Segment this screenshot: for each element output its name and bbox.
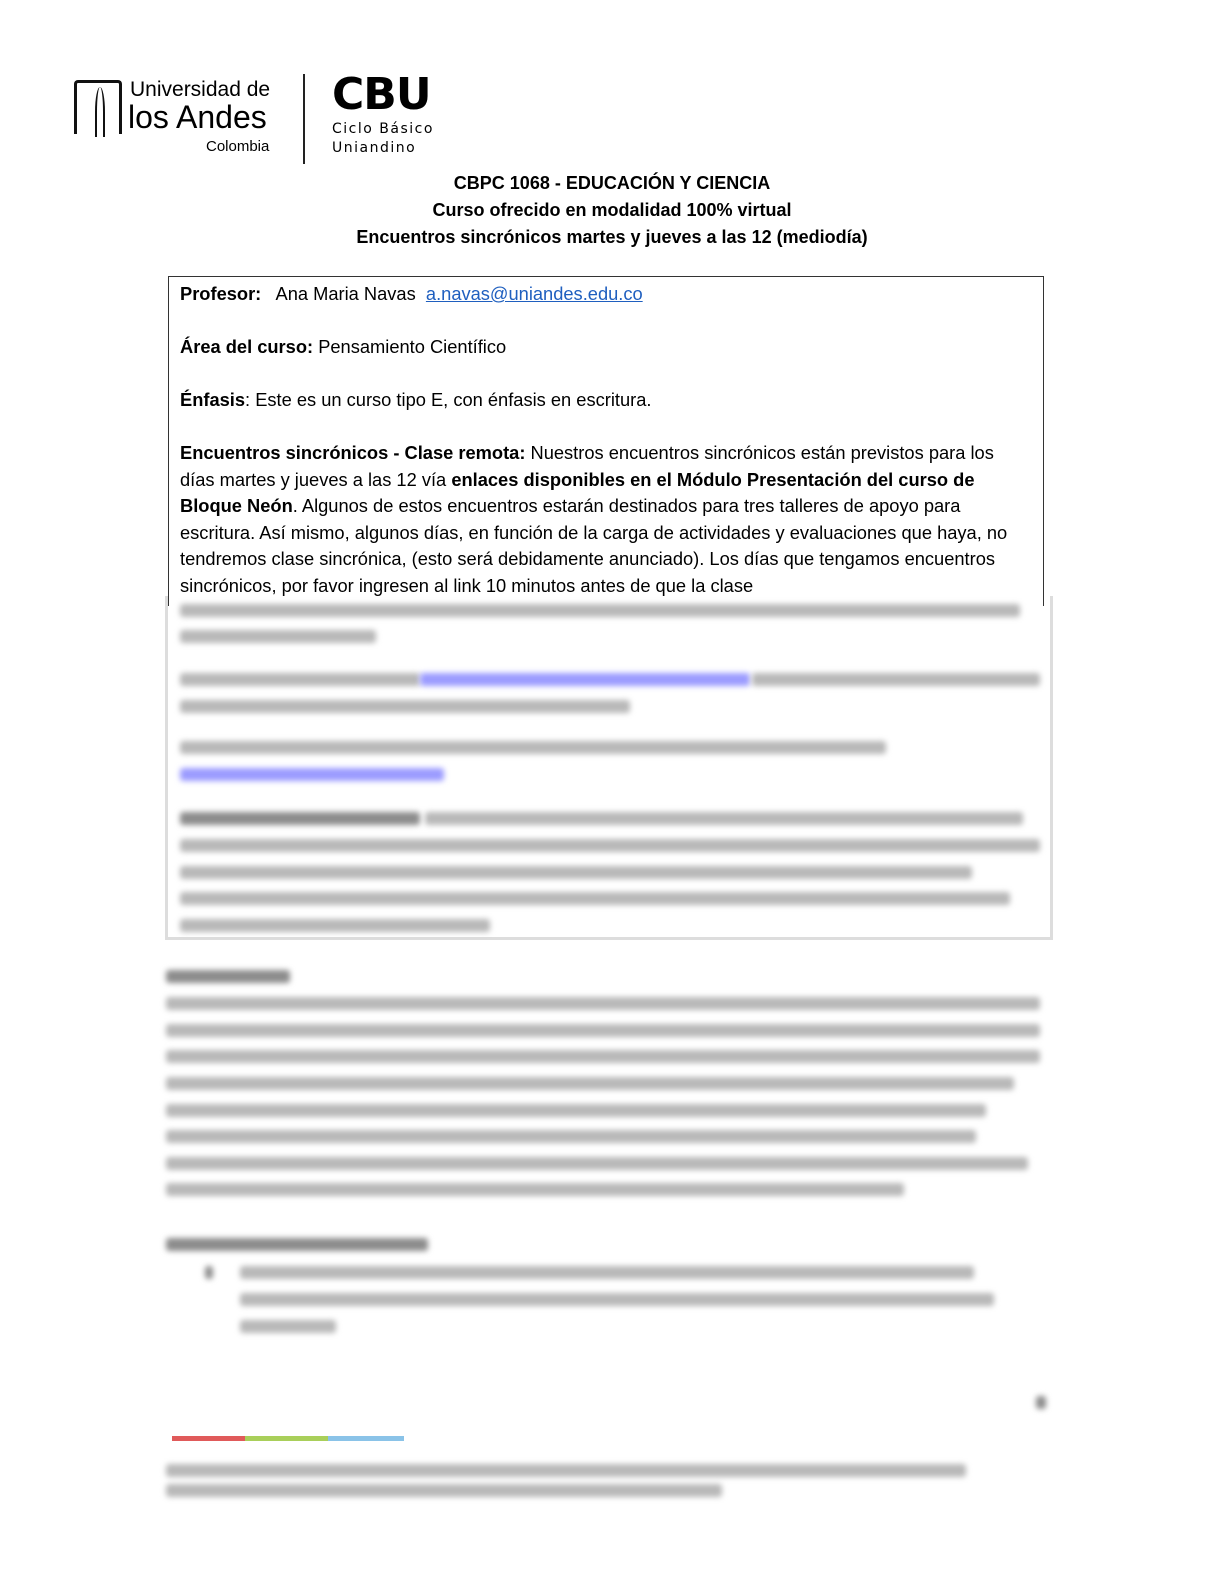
blurred-text-line [166, 1464, 966, 1477]
professor-line [180, 281, 1032, 308]
professor-email-link[interactable]: a.navas@uniandes.edu.co [425, 283, 643, 304]
bar-blue [328, 1436, 404, 1441]
area-label: Área del curso: [180, 336, 314, 357]
area-line [180, 334, 1032, 361]
blurred-text-line [180, 673, 420, 686]
logo-text: CBU [332, 69, 431, 120]
emphasis-label: Énfasis [180, 389, 246, 410]
blurred-text-line [166, 1183, 904, 1196]
logo-text: Ciclo Básico [332, 121, 434, 137]
course-schedule: Encuentros sincrónicos martes y jueves a las 12 (mediodía) [356, 227, 868, 247]
professor-label: Profesor: [180, 283, 262, 304]
area-value: Pensamiento Científico [318, 336, 507, 357]
blurred-text-line [240, 1320, 336, 1333]
blurred-text-line [166, 1077, 1014, 1090]
blurred-text-line [240, 1266, 974, 1279]
blurred-text-line [180, 604, 1020, 617]
logo-text: Universidad de [130, 78, 271, 101]
bar-red [172, 1436, 245, 1441]
cbu-logo [332, 70, 452, 158]
blurred-text-line [180, 630, 376, 643]
logo-text: Colombia [206, 138, 270, 155]
blurred-text-line [166, 1024, 1040, 1037]
blurred-text-line [166, 1238, 428, 1251]
blurred-text-line [1036, 1396, 1046, 1409]
course-info-box [168, 276, 1044, 606]
course-title: CBPC 1068 - EDUCACIÓN Y CIENCIA [453, 173, 771, 193]
blurred-text-line [180, 839, 1040, 852]
bar-green [245, 1436, 328, 1441]
blurred-text-line [166, 1104, 986, 1117]
blurred-text-line [180, 892, 1010, 905]
blurred-text-line [166, 997, 1040, 1010]
blurred-text-line [166, 970, 290, 983]
blurred-text-line [425, 812, 1023, 825]
blurred-text-line [166, 1130, 976, 1143]
blurred-text-line [180, 700, 630, 713]
emphasis-line [180, 387, 1032, 414]
blurred-text-line [166, 1484, 722, 1497]
sync-paragraph [180, 440, 1032, 599]
blurred-text-line [180, 812, 420, 825]
blurred-text-line [166, 1050, 1040, 1063]
logo-text: los Andes [128, 99, 267, 135]
blurred-text-line [205, 1266, 213, 1279]
universidad-de-los-andes-logo [72, 76, 282, 166]
professor-name: Ana Maria Navas [275, 283, 416, 304]
blurred-text-line [180, 741, 886, 754]
blurred-text-line [180, 866, 972, 879]
blurred-text-line [752, 673, 1040, 686]
logo-text: Uniandino [332, 140, 417, 156]
sync-label: Encuentros sincrónicos - Clase remota: [180, 442, 526, 463]
blurred-text-line [420, 673, 750, 686]
blurred-text-line [166, 1157, 1028, 1170]
blurred-text-line [180, 919, 490, 932]
sync-text: . Algunos de estos encuentros estarán destinados para tres talleres de apoyo para escritura. Así mismo, algunos días, en función de la carga de actividades y evaluaciones que haya, no tendremos clase sincrónica, (esto será debidamente anunciado). Los días que tengamos encuentros sincrónicos, por favor ingresen al link 10 minutos antes de que la clase [180, 495, 1008, 596]
document-header [0, 170, 1224, 251]
sync-text: Nuestros encuentros sincrónicos están previstos para los días martes y jueves a las 12 vía [180, 442, 994, 490]
emphasis-value: : Este es un curso tipo E, con énfasis en escritura. [245, 389, 652, 410]
blurred-text-line [240, 1293, 994, 1306]
university-emblem-icon [74, 80, 122, 134]
logo-divider [303, 74, 305, 164]
blurred-text-line [180, 768, 444, 781]
course-modality: Curso ofrecido en modalidad 100% virtual [432, 200, 792, 220]
sync-bold-text: enlaces disponibles en el Módulo Presentación del curso de Bloque Neón [180, 468, 975, 516]
